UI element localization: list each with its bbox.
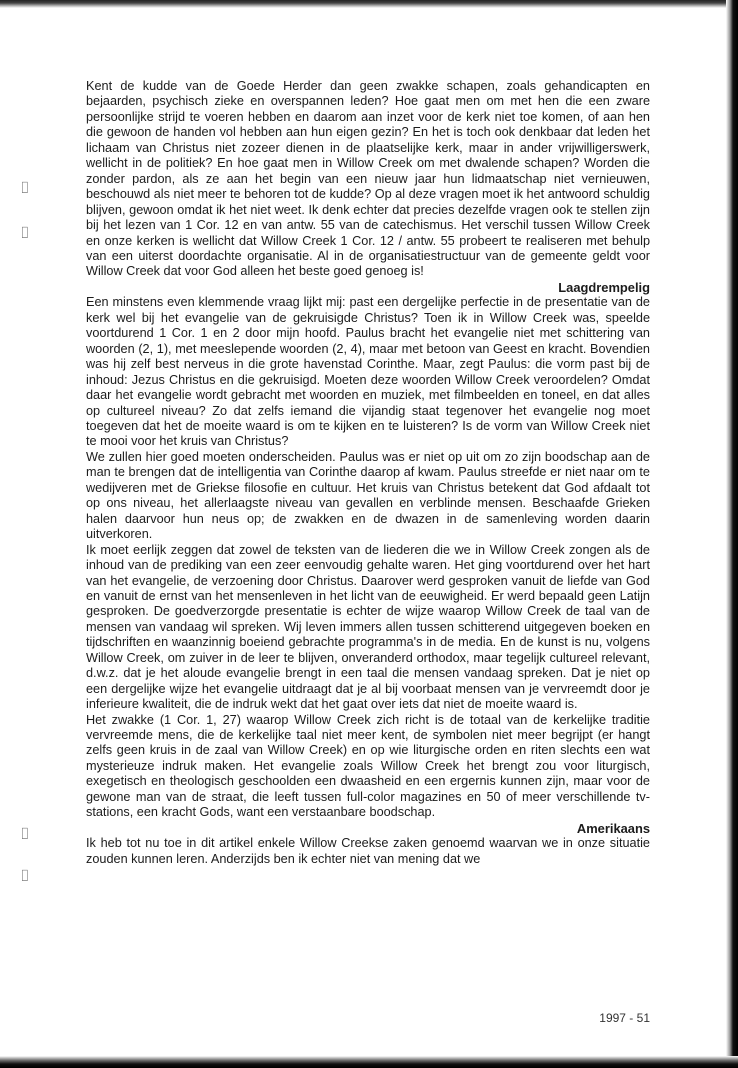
paragraph: Een minstens even klemmende vraag lijkt mij: past een dergelijke perfectie in de presentatie van de kerk wel bij het evangelie van de gekruisigde Christus? Toen ik in Willow Creek was, speelde voortdurend 1 Cor. 1 en 2 door mijn hoofd. Paulus bracht het evangelie niet met schittering van woorden (2, 1), met meeslepende woorden (2, 4), maar met betoon van Geest en kracht. Bovendien was hij zelf best nerveus in die grote havenstad Corinthe. Maar, zegt Paulus: die vorm past bij de inhoud: Jezus Christus en die gekruisigd. Moeten deze woorden Willow Creek veroordelen? Omdat daar het evangelie wordt gebracht met woorden en muziek, met filmbeelden en toneel, en dat alles op cultureel niveau? Zo dat zelfs iemand die vijandig staat tegenover het evangelie nog moet toegeven dat het de moeite waard is om te kijken en te luisteren? Is de vorm van Willow Creek niet te mooi voor het kruis van Christus? bbox=[86, 295, 650, 449]
binder-hole-mark: ⌷ bbox=[20, 824, 30, 843]
paragraph: Het zwakke (1 Cor. 1, 27) waarop Willow Creek zich richt is de totaal van de kerkelijke traditie vervreemde mens, die de kerkelijke taal niet meer kent, de symbolen niet meer begrijpt (er hangt zelfs geen kruis in de zaal van Willow Creek) en op wie liturgische orden en riten slechts een wat mysterieuze indruk maken. Het evangelie zoals Willow Creek het brengt zou voor liturgisch, exegetisch en theologisch geschoolden een dwaasheid en een ergernis kunnen zijn, maar voor de gewone man van de straat, die leeft tussen full-color magazines en 50 of meer verschillende tv-stations, een kracht Gods, want een verstaanbare boodschap. bbox=[86, 712, 650, 820]
section-heading-amerikaans: Amerikaans bbox=[576, 820, 650, 836]
page-number: 1997 - 51 bbox=[599, 1011, 650, 1025]
scan-border-bottom bbox=[0, 1056, 738, 1068]
scan-border-top bbox=[0, 0, 738, 8]
binder-hole-mark: ⌷ bbox=[20, 223, 30, 242]
binder-hole-mark: ⌷ bbox=[20, 178, 30, 197]
scan-border-right bbox=[726, 0, 738, 1068]
section-heading-laagdrempelig: Laagdrempelig bbox=[558, 279, 650, 295]
binder-hole-mark: ⌷ bbox=[20, 866, 30, 885]
paragraph: Kent de kudde van de Goede Herder dan geen zwakke schapen, zoals gehandicapten en bejaarden, psychisch zieke en overspannen leden? Hoe gaat men om met hen die een zware persoonlijke strijd te voeren hebben en daarom aan inzet voor de kerk niet toe komen, of aan hen die gewoon de handen vol hebben aan hun eigen gezin? En het is toch ook denkbaar dat leden het lichaam van Christus niet zozeer dienen in de plaatselijke kerk, maar in ander vrijwilligerswerk, wellicht in de politiek? En hoe gaat men in Willow Creek om met dwalende schapen? Worden die zonder pardon, als ze aan het begin van een nieuw jaar hun lidmaatschap niet vernieuwen, beschouwd als niet meer te behoren tot de kudde? Op al deze vragen moet ik het antwoord schuldig blijven, gewoon omdat ik het niet weet. Ik denk echter dat precies dezelfde vragen ook te stellen zijn bij het lezen van 1 Cor. 12 en van antw. 55 van de catechismus. Het verschil tussen Willow Creek en onze kerken is wellicht dat Willow Creek 1 Cor. 12 / antw. 55 probeert te realiseren met behulp van een uiterst doordachte organisatie. Al in de organisatiestructuur van de gemeente geldt voor Willow Creek dat voor God alleen het beste goed genoeg is! bbox=[86, 79, 650, 279]
article-body bbox=[86, 79, 650, 867]
paragraph: Ik moet eerlijk zeggen dat zowel de teksten van de liederen die we in Willow Creek zongen als de inhoud van de prediking van een zeer eenvoudig gehalte waren. Het ging voortdurend over het hart van het evangelie, de verzoening door Christus. Daarover werd gesproken vanuit de liefde van God en vanuit de ernst van het mensenleven in het licht van de eeuwigheid. Er werd bepaald geen Latijn gesproken. De goedverzorgde presentatie is echter de wijze waarop Willow Creek de taal van de mensen van vandaag wil spreken. Wij leven immers allen tussen schitterend uitgegeven boeken en tijdschriften en waanzinnig boeiend gebrachte programma's in de media. En de kunst is nu, volgens Willow Creek, om zuiver in de leer te blijven, onveranderd orthodox, maar tegelijk cultureel relevant, d.w.z. dat je het aloude evangelie brengt in een taal die mensen vandaag spreken. Dat je niet op een dergelijke wijze het evangelie uitdraagt dat je al bij voorbaat mensen van je vervreemdt door je inferieure kwaliteit, die de indruk wekt dat het gaat over iets dat niet de moeite waard is. bbox=[86, 542, 650, 712]
paragraph: We zullen hier goed moeten onderscheiden. Paulus was er niet op uit om zo zijn boodschap aan de man te brengen dat de intelligentia van Corinthe daarop af kwam. Paulus streefde er niet naar om te wedijveren met de Griekse filosofie en cultuur. Het kruis van Christus betekent dat God afdaalt tot op ons niveau, het allerlaagste niveau van gevallen en verblinde mensen. Beschaafde Grieken halen daarvoor hun neus op; de zwakken en de dwazen in de samenleving worden daarin uitverkoren. bbox=[86, 449, 650, 542]
paragraph: Ik heb tot nu toe in dit artikel enkele Willow Creekse zaken genoemd waarvan we in onze situatie zouden kunnen leren. Anderzijds ben ik echter niet van mening dat we bbox=[86, 836, 650, 866]
